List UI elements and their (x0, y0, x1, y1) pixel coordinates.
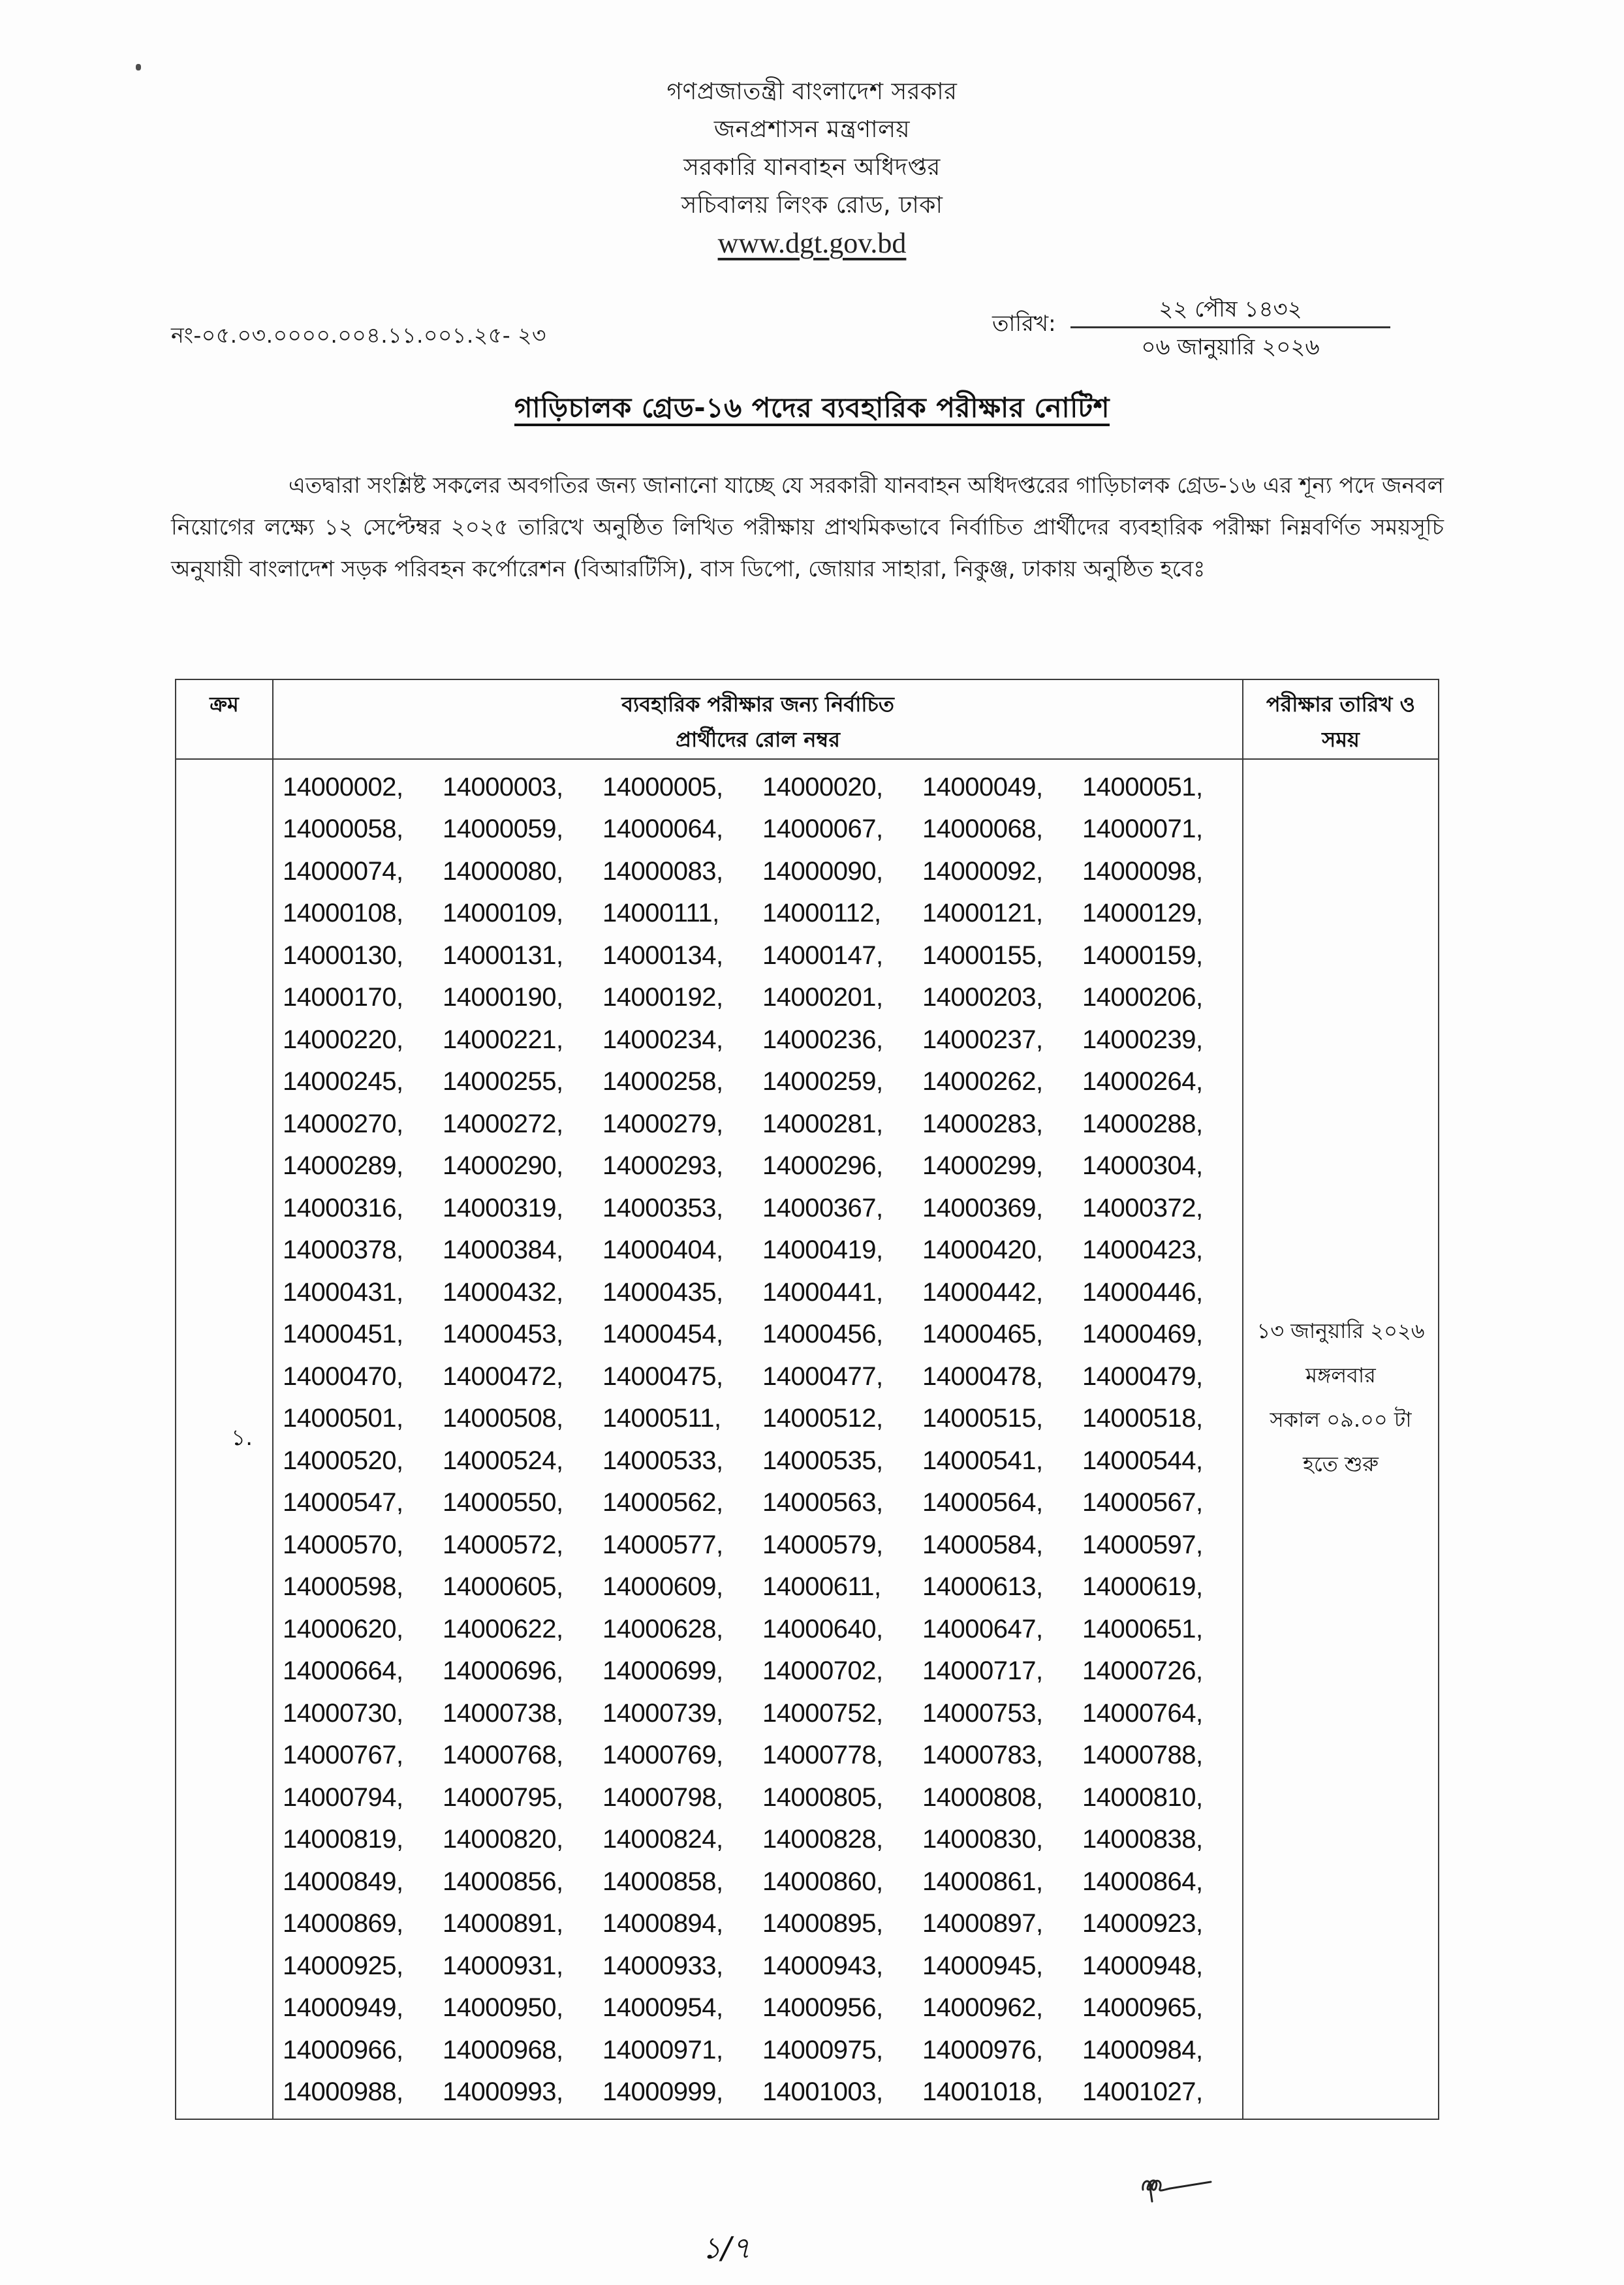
roll-number: 14000824, (602, 1825, 723, 1854)
roll-number: 14000619, (1082, 1572, 1203, 1602)
roll-number: 14000535, (762, 1446, 883, 1475)
page-number: ১/৭ (702, 2230, 751, 2265)
roll-number: 14000003, (443, 772, 563, 801)
roll-number: 14000739, (602, 1698, 723, 1728)
roll-number: 14000515, (922, 1404, 1043, 1433)
roll-number-row (283, 1356, 1242, 1398)
roll-number: 14000296, (762, 1151, 883, 1181)
roll-number: 14000441, (762, 1277, 883, 1307)
roll-number: 14000664, (283, 1656, 403, 1686)
roll-number-row (283, 1145, 1242, 1188)
roll-number: 14000469, (1082, 1320, 1203, 1349)
roll-number: 14000279, (602, 1109, 723, 1138)
notice-body-text: এতদ্বারা সংশ্লিষ্ট সকলের অবগতির জন্য জানানো যাচ্ছে যে সরকারী যানবাহন অধিদপ্তরের গাড়িচালক গ্রেড-১৬ এর শূন্য পদে জনবল নিয়োগের লক্ষ্যে ১২ সেপ্টেম্বর ২০২৫ তারিখে অনুষ্ঠিত লিখিত পরীক্ষায় প্রাথমিকভাবে নির্বাচিত প্রার্থীদের ব্যবহারিক পরীক্ষা নিম্নবর্ণিত সময়সূচি অনুযায়ী বাংলাদেশ সড়ক পরিবহন কর্পোরেশন (বিআরটিসি), বাস ডিপো, জোয়ার সাহারা, নিকুঞ্জ, ঢাকায় অনুষ্ঠিত হবেঃ (171, 473, 1444, 582)
roll-number: 14000058, (283, 815, 403, 844)
roll-number: 14000562, (602, 1488, 723, 1517)
memo-number: নং-০৫.০৩.০০০০.০০৪.১১.০০১.২৫- ২৩ (171, 322, 547, 348)
notice-title-text: গাড়িচালক গ্রেড-১৬ পদের ব্যবহারিক পরীক্ষার নোটিশ (514, 392, 1110, 424)
roll-number: 14000810, (1082, 1782, 1203, 1812)
roll-number: 14000640, (762, 1614, 883, 1643)
roll-number: 14000764, (1082, 1698, 1203, 1728)
roll-number: 14000404, (602, 1236, 723, 1265)
roll-number: 14000475, (602, 1361, 723, 1391)
signature-icon (1139, 2170, 1217, 2212)
roll-number-row (283, 1608, 1242, 1651)
roll-number: 14000289, (283, 1151, 403, 1181)
roll-number: 14000067, (762, 815, 883, 844)
roll-number: 14000470, (283, 1361, 403, 1391)
roll-number: 14000190, (443, 983, 563, 1012)
letterhead (0, 73, 1624, 262)
roll-number: 14000092, (922, 856, 1043, 886)
roll-number: 14000512, (762, 1404, 883, 1433)
roll-number: 14000454, (602, 1320, 723, 1349)
roll-number: 14000456, (762, 1320, 883, 1349)
roll-number: 14000435, (602, 1277, 723, 1307)
header-roll-numbers (273, 679, 1243, 759)
roll-number: 14000965, (1082, 1993, 1203, 2023)
roll-number-row (283, 1566, 1242, 1609)
roll-number: 14000221, (443, 1025, 563, 1054)
roll-number: 14000155, (922, 940, 1043, 970)
roll-number-row (283, 2029, 1242, 2072)
roll-number-row (283, 1061, 1242, 1104)
roll-number: 14000564, (922, 1488, 1043, 1517)
roll-number: 14000259, (762, 1067, 883, 1096)
roll-number: 14000788, (1082, 1741, 1203, 1770)
roll-number-row (283, 1903, 1242, 1946)
roll-number: 14000304, (1082, 1151, 1203, 1181)
roll-number: 14000954, (602, 1993, 723, 2023)
roll-number-row (283, 893, 1242, 935)
roll-number: 14000465, (922, 1320, 1043, 1349)
roll-number: 14000541, (922, 1446, 1043, 1475)
roll-number: 14000237, (922, 1025, 1043, 1054)
roll-number: 14000432, (443, 1277, 563, 1307)
roll-number: 14000262, (922, 1067, 1043, 1096)
roll-number-row (283, 1398, 1242, 1440)
roll-number: 14000020, (762, 772, 883, 801)
roll-number: 14000923, (1082, 1909, 1203, 1938)
roll-number: 14000572, (443, 1530, 563, 1559)
roll-number: 14000984, (1082, 2035, 1203, 2064)
roll-number: 14000109, (443, 899, 563, 928)
roll-number: 14000611, (762, 1572, 881, 1602)
roll-number: 14000547, (283, 1488, 403, 1517)
roll-number: 14000453, (443, 1320, 563, 1349)
roll-number: 14000147, (762, 940, 883, 970)
roll-number: 14000272, (443, 1109, 563, 1138)
roll-number: 14000805, (762, 1782, 883, 1812)
header-date-line1: পরীক্ষার তারিখ ও (1266, 692, 1416, 717)
roll-number: 14000948, (1082, 1951, 1203, 1980)
roll-number: 14000550, (443, 1488, 563, 1517)
roll-number: 14000651, (1082, 1614, 1203, 1643)
roll-number: 14000861, (922, 1867, 1043, 1896)
roll-number: 14000856, (443, 1867, 563, 1896)
roll-number: 14000730, (283, 1698, 403, 1728)
date-bangla: ২২ পৌষ ১৪৩২ (1159, 296, 1302, 322)
roll-number: 14000130, (283, 940, 403, 970)
roll-number: 14000949, (283, 1993, 403, 2023)
roll-number: 14000270, (283, 1109, 403, 1138)
roll-number: 14000891, (443, 1909, 563, 1938)
roll-number: 14000544, (1082, 1446, 1203, 1475)
roll-number: 14000628, (602, 1614, 723, 1643)
roll-number: 14000769, (602, 1741, 723, 1770)
roll-number: 14000299, (922, 1151, 1043, 1181)
roll-number: 14000968, (443, 2035, 563, 2064)
roll-number: 14000501, (283, 1404, 403, 1433)
roll-number: 14000236, (762, 1025, 883, 1054)
roll-number: 14000897, (922, 1909, 1043, 1938)
roll-number: 14000258, (602, 1067, 723, 1096)
roll-number: 14000858, (602, 1867, 723, 1896)
roll-number: 14000288, (1082, 1109, 1203, 1138)
roll-number: 14000975, (762, 2035, 883, 2064)
ministry-name: জনপ্রশাসন মন্ত্রণালয় (713, 116, 911, 143)
serial-cell (176, 759, 273, 2119)
roll-number-row (283, 935, 1242, 977)
roll-number: 14000281, (762, 1109, 883, 1138)
roll-number: 14000290, (443, 1151, 563, 1181)
roll-number: 14000752, (762, 1698, 883, 1728)
roll-number: 14000220, (283, 1025, 403, 1054)
roll-number: 14000988, (283, 2077, 403, 2107)
schedule-cell (1243, 759, 1439, 2119)
roll-number: 14000778, (762, 1741, 883, 1770)
roll-number: 14000203, (922, 983, 1043, 1012)
roll-number: 14000372, (1082, 1193, 1203, 1222)
roll-number: 14000726, (1082, 1656, 1203, 1686)
roll-number: 14000943, (762, 1951, 883, 1980)
roll-number: 14000479, (1082, 1361, 1203, 1391)
roll-number: 14000206, (1082, 983, 1203, 1012)
roll-number: 14000962, (922, 1993, 1043, 2023)
roll-number: 14000431, (283, 1277, 403, 1307)
roll-number: 14000098, (1082, 856, 1203, 886)
roll-number: 14000828, (762, 1825, 883, 1854)
date-block (992, 292, 1416, 364)
roll-number: 14000090, (762, 856, 883, 886)
roll-number: 14000956, (762, 1993, 883, 2023)
header-serial (176, 679, 273, 759)
roll-number: 14000696, (443, 1656, 563, 1686)
roll-number: 14000264, (1082, 1067, 1203, 1096)
roll-number-row (283, 1524, 1242, 1566)
roll-number: 14000170, (283, 983, 403, 1012)
roll-number: 14000255, (443, 1067, 563, 1096)
roll-number-row (283, 1945, 1242, 1987)
roll-number-row (283, 977, 1242, 1019)
header-roll-line1: ব্যবহারিক পরীক্ষার জন্য নির্বাচিত (621, 692, 894, 717)
roll-number: 14001003, (762, 2077, 883, 2107)
roll-number-row (283, 1440, 1242, 1482)
roll-number: 14000524, (443, 1446, 563, 1475)
roll-number: 14000864, (1082, 1867, 1203, 1896)
header-exam-date-time (1243, 679, 1439, 759)
roll-number-row (283, 1019, 1242, 1061)
roll-number: 14000570, (283, 1530, 403, 1559)
roll-number: 14000477, (762, 1361, 883, 1391)
roll-number: 14000838, (1082, 1825, 1203, 1854)
roll-number: 14000068, (922, 815, 1043, 844)
roll-number: 14000508, (443, 1404, 563, 1433)
roll-number: 14000717, (922, 1656, 1043, 1686)
roll-number: 14000367, (762, 1193, 883, 1222)
header-roll-line2: প্রার্থীদের রোল নম্বর (676, 727, 840, 752)
roll-number-row (283, 2072, 1242, 2114)
roll-number: 14000577, (602, 1530, 723, 1559)
roll-number: 14000738, (443, 1698, 563, 1728)
roll-number: 14000795, (443, 1782, 563, 1812)
roll-number-row (283, 1103, 1242, 1145)
government-name: গণপ্রজাতন্ত্রী বাংলাদেশ সরকার (666, 78, 958, 105)
roll-number: 14000966, (283, 2035, 403, 2064)
roll-number: 14000245, (283, 1067, 403, 1096)
date-gregorian: ০৬ জানুয়ারি ২০২৬ (1141, 334, 1320, 360)
roll-number: 14000108, (283, 899, 403, 928)
roll-number: 14000819, (283, 1825, 403, 1854)
roll-number: 14000579, (762, 1530, 883, 1559)
roll-number-row (283, 1187, 1242, 1230)
roll-number: 14000798, (602, 1782, 723, 1812)
roll-number: 14000049, (922, 772, 1043, 801)
notice-body (171, 465, 1444, 590)
serial-number: ১. (231, 1424, 253, 1451)
roll-number: 14000767, (283, 1741, 403, 1770)
roll-number: 14000369, (922, 1193, 1043, 1222)
roll-number: 14000134, (602, 940, 723, 970)
roll-number: 14000597, (1082, 1530, 1203, 1559)
roll-number: 14000533, (602, 1446, 723, 1475)
roll-number: 14000283, (922, 1109, 1043, 1138)
roll-number: 14000384, (443, 1236, 563, 1265)
roll-number: 14001018, (922, 2077, 1043, 2107)
roll-number: 14000563, (762, 1488, 883, 1517)
roll-number: 14000894, (602, 1909, 723, 1938)
roll-number: 14000620, (283, 1614, 403, 1643)
roll-number: 14000613, (922, 1572, 1043, 1602)
roll-number-row (283, 1735, 1242, 1777)
roll-number: 14000080, (443, 856, 563, 886)
roll-number: 14000931, (443, 1951, 563, 1980)
roll-number-row (283, 1777, 1242, 1819)
roll-number-row (283, 1819, 1242, 1861)
roll-number: 14000002, (283, 772, 403, 801)
roll-number: 14000768, (443, 1741, 563, 1770)
roll-number: 14000005, (602, 772, 723, 801)
roll-number: 14000059, (443, 815, 563, 844)
roll-number: 14000950, (443, 1993, 563, 2023)
roll-number-row (283, 1987, 1242, 2030)
roll-number: 14000192, (602, 983, 723, 1012)
roll-number: 14000895, (762, 1909, 883, 1938)
roll-number: 14000419, (762, 1236, 883, 1265)
roll-number: 14000584, (922, 1530, 1043, 1559)
notice-title (0, 386, 1624, 433)
table-row (176, 759, 1439, 2119)
header-serial-text: ক্রম (210, 692, 239, 717)
roll-number: 14000511, (602, 1404, 721, 1433)
exam-date: ১৩ জানুয়ারি ২০২৬ (1257, 1318, 1425, 1343)
roll-number: 14000353, (602, 1193, 723, 1222)
roll-number: 14000622, (443, 1614, 563, 1643)
roll-number: 14000239, (1082, 1025, 1203, 1054)
roll-numbers-cell (273, 759, 1243, 2119)
roll-number: 14000567, (1082, 1488, 1203, 1517)
exam-time: সকাল ০৯.০০ টা (1270, 1407, 1412, 1432)
office-address: সচিবালয় লিংক রোড, ঢাকা (681, 192, 943, 219)
roll-number: 14000111, (602, 899, 719, 928)
roll-number: 14000794, (283, 1782, 403, 1812)
roll-number: 14000609, (602, 1572, 723, 1602)
roll-number: 14000518, (1082, 1404, 1203, 1433)
roll-number-row (283, 850, 1242, 893)
roll-number-list (283, 766, 1242, 2113)
roll-number: 14000293, (602, 1151, 723, 1181)
roll-number: 14000121, (922, 899, 1043, 928)
roll-number: 14000201, (762, 983, 883, 1012)
roll-number: 14000378, (283, 1236, 403, 1265)
roll-number: 14000605, (443, 1572, 563, 1602)
roll-number: 14000976, (922, 2035, 1043, 2064)
exam-day: মঙ্গলবার (1305, 1362, 1376, 1388)
roll-number: 14000702, (762, 1656, 883, 1686)
roll-number: 14000971, (602, 2035, 723, 2064)
roll-number: 14000520, (283, 1446, 403, 1475)
roll-number-row (283, 766, 1242, 809)
roll-number: 14000808, (922, 1782, 1043, 1812)
roll-number-row (283, 1271, 1242, 1314)
roll-number: 14000442, (922, 1277, 1043, 1307)
date-divider (1070, 326, 1390, 328)
roll-number: 14000451, (283, 1320, 403, 1349)
roll-number: 14000925, (283, 1951, 403, 1980)
roll-number: 14000945, (922, 1951, 1043, 1980)
roll-number: 14000647, (922, 1614, 1043, 1643)
roll-number: 14000319, (443, 1193, 563, 1222)
roll-number: 14000699, (602, 1656, 723, 1686)
website-link[interactable]: www.dgt.gov.bd (717, 227, 907, 259)
roll-number-row (283, 1861, 1242, 1903)
roll-number: 14000598, (283, 1572, 403, 1602)
roll-number: 14000446, (1082, 1277, 1203, 1307)
roll-number-table (175, 679, 1439, 2120)
roll-number: 14000420, (922, 1236, 1043, 1265)
roll-number: 14000993, (443, 2077, 563, 2107)
roll-number: 14000472, (443, 1361, 563, 1391)
roll-number: 14000064, (602, 815, 723, 844)
roll-number: 14000131, (443, 940, 563, 970)
date-label: তারিখ: (992, 311, 1056, 337)
roll-number: 14000051, (1082, 772, 1203, 801)
roll-number: 14000159, (1082, 940, 1203, 970)
scan-speck (136, 64, 141, 70)
roll-number: 14000783, (922, 1741, 1043, 1770)
roll-number-row (283, 1314, 1242, 1356)
roll-number: 14001027, (1082, 2077, 1203, 2107)
roll-number: 14000112, (762, 899, 881, 928)
exam-start-note: হতে শুরু (1303, 1451, 1379, 1476)
table-header-row (176, 679, 1439, 759)
roll-number-row (283, 1692, 1242, 1735)
roll-number: 14000316, (283, 1193, 403, 1222)
roll-number: 14000999, (602, 2077, 723, 2107)
header-date-line2: সময় (1322, 727, 1360, 752)
roll-number: 14000083, (602, 856, 723, 886)
roll-number: 14000820, (443, 1825, 563, 1854)
roll-number: 14000849, (283, 1867, 403, 1896)
roll-number: 14000753, (922, 1698, 1043, 1728)
roll-number-row (283, 1482, 1242, 1525)
roll-number: 14000074, (283, 856, 403, 886)
roll-number: 14000071, (1082, 815, 1203, 844)
roll-number: 14000869, (283, 1909, 403, 1938)
roll-number: 14000860, (762, 1867, 883, 1896)
roll-number: 14000830, (922, 1825, 1043, 1854)
roll-number-row (283, 809, 1242, 851)
roll-number-row (283, 1651, 1242, 1693)
department-name: সরকারি যানবাহন অধিদপ্তর (683, 154, 941, 181)
roll-number: 14000478, (922, 1361, 1043, 1391)
roll-number: 14000423, (1082, 1236, 1203, 1265)
roll-number: 14000234, (602, 1025, 723, 1054)
roll-number: 14000933, (602, 1951, 723, 1980)
roll-number-row (283, 1230, 1242, 1272)
roll-number: 14000129, (1082, 899, 1203, 928)
